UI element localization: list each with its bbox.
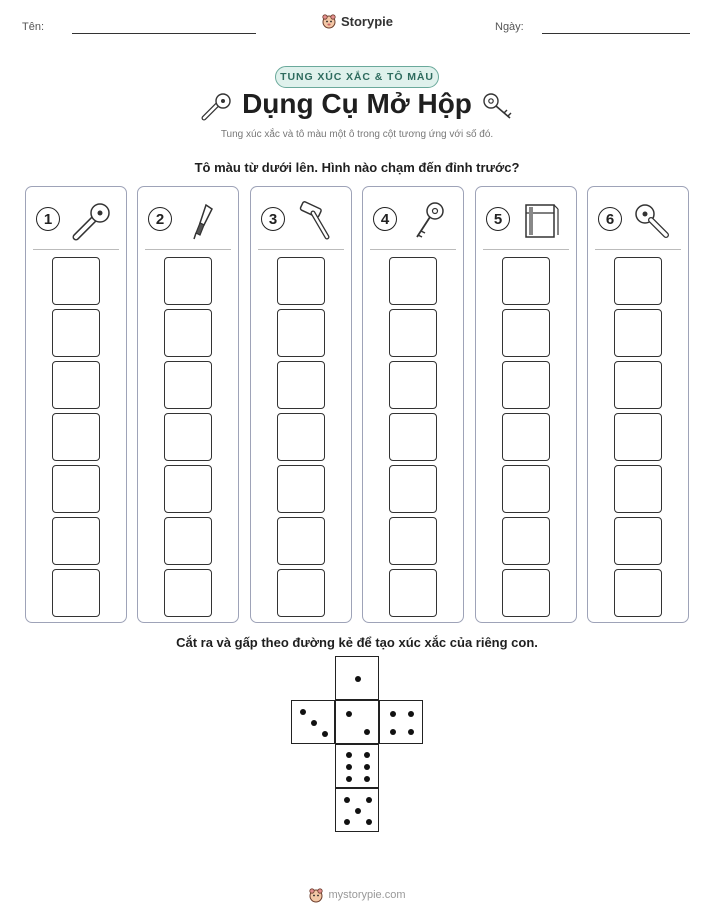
tool-column (475, 186, 577, 623)
color-box[interactable] (502, 257, 550, 305)
key-icon (405, 199, 449, 243)
instruction-top: Tô màu từ dưới lên. Hình nào chạm đến đỉnh trước? (194, 160, 520, 175)
color-box[interactable] (614, 257, 662, 305)
color-box[interactable] (164, 517, 212, 565)
column-divider (370, 249, 456, 250)
column-header (363, 187, 463, 249)
column-number: 6 (598, 207, 622, 231)
storypie-logo-icon (308, 887, 324, 903)
hammer-icon (293, 199, 337, 243)
page-title: Dụng Cụ Mở Hộp (242, 88, 472, 119)
rotary-cutter-icon (68, 199, 112, 243)
dice-face (291, 700, 335, 744)
brand-name: Storypie (340, 13, 393, 29)
column-number: 3 (261, 207, 285, 231)
dice-pip (346, 764, 352, 770)
dice-face (335, 656, 379, 700)
column-header (251, 187, 351, 249)
color-box[interactable] (614, 413, 662, 461)
color-box[interactable] (52, 517, 100, 565)
dice-pip (390, 729, 396, 735)
column-divider (33, 249, 119, 250)
date-label: Ngày: (495, 21, 524, 33)
color-box[interactable] (277, 257, 325, 305)
color-box[interactable] (614, 465, 662, 513)
color-box[interactable] (52, 309, 100, 357)
color-box[interactable] (164, 465, 212, 513)
column-number: 1 (36, 207, 60, 231)
footer-url: mystorypie.com (328, 889, 406, 901)
color-box[interactable] (164, 257, 212, 305)
column-number: 4 (373, 207, 397, 231)
color-box[interactable] (277, 361, 325, 409)
can-opener-icon (630, 199, 674, 243)
tool-column (587, 186, 689, 623)
activity-badge: TUNG XÚC XẮC & TÔ MÀU (275, 66, 439, 88)
page-subtitle: Tung xúc xắc và tô màu một ô trong cột tương ứng với số đó. (220, 129, 494, 140)
color-box[interactable] (52, 413, 100, 461)
dice-pip (364, 729, 370, 735)
dice-face (335, 788, 379, 832)
color-box[interactable] (389, 309, 437, 357)
color-box[interactable] (389, 517, 437, 565)
color-box[interactable] (389, 465, 437, 513)
key-icon (482, 92, 516, 122)
color-box[interactable] (52, 361, 100, 409)
name-label: Tên: (22, 21, 45, 33)
column-divider (145, 249, 231, 250)
cabinet-icon (518, 199, 562, 243)
tool-column (362, 186, 464, 623)
color-box[interactable] (389, 569, 437, 617)
color-box[interactable] (502, 569, 550, 617)
color-box[interactable] (502, 517, 550, 565)
column-divider (483, 249, 569, 250)
color-box[interactable] (52, 257, 100, 305)
color-box[interactable] (502, 309, 550, 357)
color-box[interactable] (164, 361, 212, 409)
dice-face (379, 700, 423, 744)
column-number: 2 (148, 207, 172, 231)
dice-pip (408, 711, 414, 717)
column-number: 5 (486, 207, 510, 231)
tool-column (25, 186, 127, 623)
dice-face (335, 744, 379, 788)
color-box[interactable] (52, 569, 100, 617)
dice-pip (364, 764, 370, 770)
color-box[interactable] (389, 361, 437, 409)
color-box[interactable] (164, 413, 212, 461)
color-box[interactable] (389, 257, 437, 305)
dice-pip (344, 797, 350, 803)
column-header (476, 187, 576, 249)
dice-pip (346, 776, 352, 782)
column-divider (258, 249, 344, 250)
dice-pip (355, 808, 361, 814)
dice-pip (355, 676, 361, 682)
dice-pip (390, 711, 396, 717)
dice-pip (311, 720, 317, 726)
color-box[interactable] (52, 465, 100, 513)
color-box[interactable] (614, 517, 662, 565)
color-box[interactable] (164, 309, 212, 357)
dice-pip (344, 819, 350, 825)
tool-column (250, 186, 352, 623)
dice-pip (366, 819, 372, 825)
color-box[interactable] (614, 569, 662, 617)
dice-pip (366, 797, 372, 803)
footer (0, 887, 714, 908)
color-box[interactable] (502, 361, 550, 409)
instruction-bottom: Cắt ra và gấp theo đường kẻ để tạo xúc xắc của riêng con. (176, 635, 538, 650)
color-box[interactable] (389, 413, 437, 461)
dice-pip (346, 711, 352, 717)
dice-pip (300, 709, 306, 715)
storypie-logo-icon (321, 13, 337, 29)
color-box[interactable] (277, 309, 325, 357)
color-box[interactable] (164, 569, 212, 617)
color-box[interactable] (277, 413, 325, 461)
color-box[interactable] (277, 517, 325, 565)
dice-pip (364, 776, 370, 782)
column-divider (595, 249, 681, 250)
color-box[interactable] (502, 413, 550, 461)
color-box[interactable] (614, 361, 662, 409)
color-box[interactable] (277, 465, 325, 513)
color-box[interactable] (277, 569, 325, 617)
dice-face (335, 700, 379, 744)
column-header (138, 187, 238, 249)
tool-column (137, 186, 239, 623)
brand (0, 13, 714, 34)
color-box[interactable] (614, 309, 662, 357)
dice-pip (346, 752, 352, 758)
craft-knife-icon (180, 199, 224, 243)
dice-pip (408, 729, 414, 735)
color-box[interactable] (502, 465, 550, 513)
dice-pip (322, 731, 328, 737)
column-header (588, 187, 688, 249)
column-header (26, 187, 126, 249)
dice-pip (364, 752, 370, 758)
